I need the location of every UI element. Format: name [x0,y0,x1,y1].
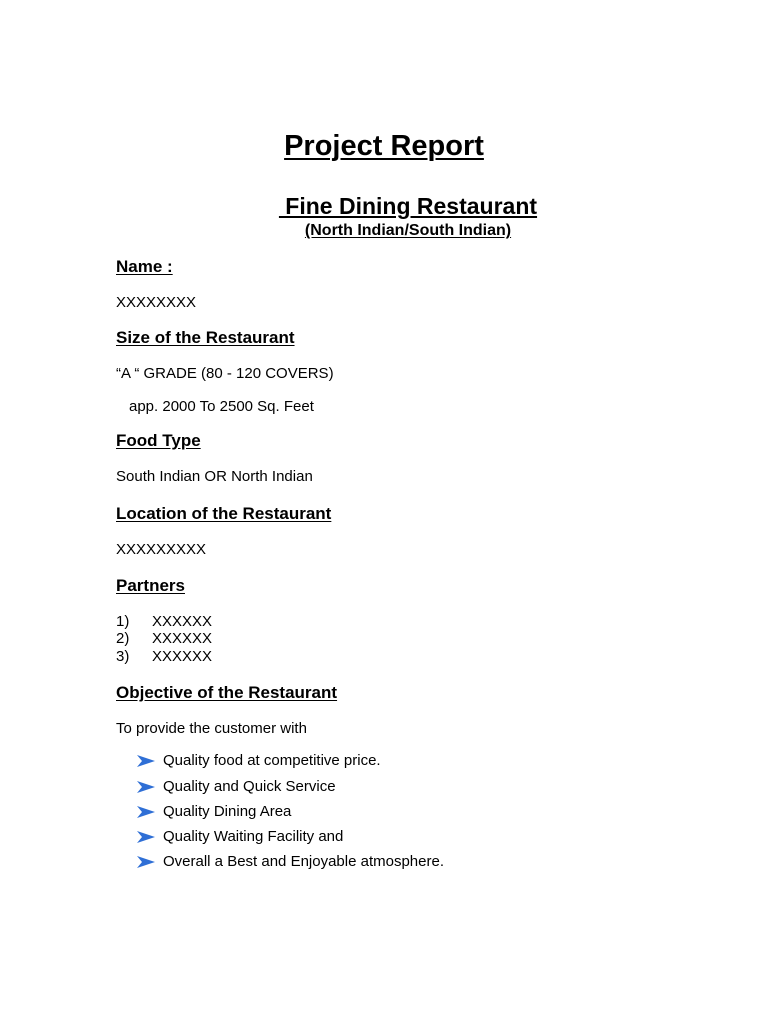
objective-heading: Objective of the Restaurant [116,683,338,702]
bullet-text: Quality and Quick Service [163,778,336,795]
list-item [137,828,343,845]
food-type-value: South Indian OR North Indian [116,468,313,485]
location-value: XXXXXXXXX [116,541,207,558]
bullet-text: Quality Waiting Facility and [163,828,344,845]
list-item [137,778,336,795]
size-area: app. 2000 To 2500 Sq. Feet [129,398,314,415]
location-heading: Location of the Restaurant [116,504,332,523]
partner-number: 1) [116,613,130,630]
partner-number: 3) [116,648,130,665]
name-heading: Name : [116,257,173,276]
objective-intro: To provide the customer with [116,720,307,737]
arrow-bullet-icon [137,831,155,843]
list-item [137,752,381,769]
arrow-bullet-icon [137,856,155,868]
food-type-heading: Food Type [116,431,201,450]
arrow-bullet-icon [137,806,155,818]
list-item [137,803,291,820]
bullet-text: Overall a Best and Enjoyable atmosphere. [163,853,444,870]
bullet-text: Quality food at competitive price. [163,752,381,769]
name-value: XXXXXXXX [116,294,197,311]
arrow-bullet-icon [137,781,155,793]
partners-heading: Partners [116,576,185,595]
partner-name: XXXXXX [152,630,213,647]
cuisine-note: (North Indian/South Indian) [304,222,512,239]
page-title: Project Report [284,130,484,162]
partner-name: XXXXXX [152,613,213,630]
list-item [137,853,444,870]
size-grade: “A “ GRADE (80 - 120 COVERS) [116,365,334,382]
partner-number: 2) [116,630,130,647]
arrow-bullet-icon [137,755,155,767]
size-heading: Size of the Restaurant [116,328,295,347]
bullet-text: Quality Dining Area [163,803,292,820]
page-subtitle: Fine Dining Restaurant [278,193,538,219]
partner-name: XXXXXX [152,648,213,665]
